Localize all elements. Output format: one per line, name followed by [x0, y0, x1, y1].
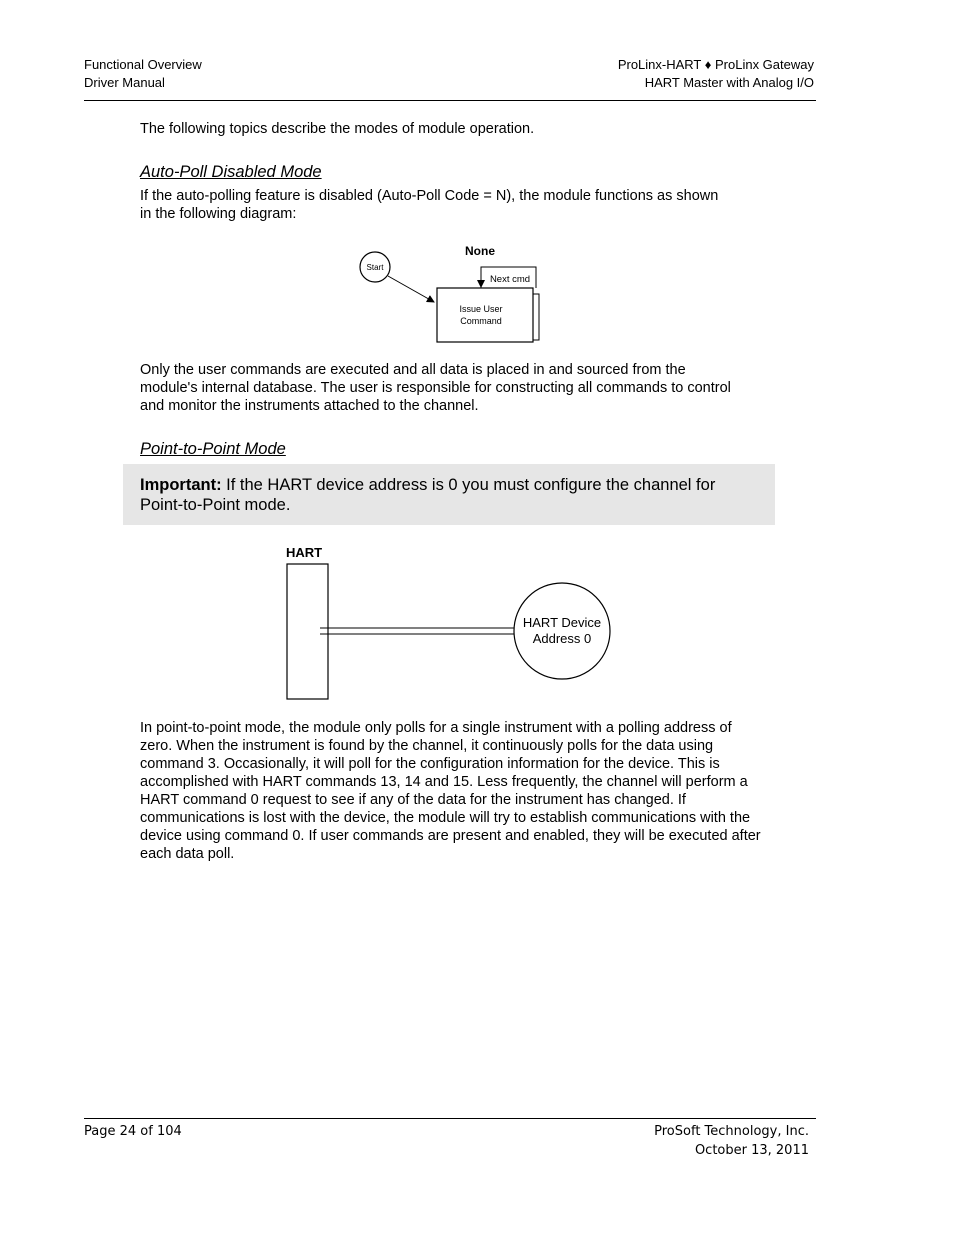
point-to-point-diagram: [280, 540, 620, 705]
important-note-box: [123, 464, 775, 525]
hart-device-label-line2: Address 0: [532, 631, 592, 646]
issue-command-box: [437, 288, 533, 342]
footer-right: [654, 1122, 809, 1160]
hart-master-label: HART: [286, 545, 323, 560]
header-product-subtitle: HART Master with Analog I/O: [644, 75, 814, 90]
header-section-title: Functional Overview: [84, 57, 202, 72]
point-to-point-paragraph: In point-to-point mode, the module only polls for a single instrument with a polling address of zero. When the instrument is found by the channel, it continuously polls for the data using command 3. Occasionally, it will poll for the configuration information for the device. This is accomplished with HART commands 13, 14 and 15. Less frequently, the channel will perform a HART command 0 request to see if any of the data for the instrument has changed. If communications is lost with the device, the module will try to establish communications with the device using command 0. If user commands are present and enabled, they will be executed after each data poll.: [140, 720, 761, 862]
issue-command-label-line2: Command: [460, 316, 502, 326]
hart-master-block: [287, 564, 328, 699]
issue-command-label-line1: Issue User: [459, 304, 503, 314]
footer-date: October 13, 2011: [694, 1143, 809, 1158]
next-cmd-arrowhead: [477, 280, 485, 288]
auto-poll-section-title: Auto-Poll Disabled Mode: [140, 163, 322, 181]
footer-company: ProSoft Technology, Inc.: [654, 1124, 809, 1139]
point-to-point-section-title: Point-to-Point Mode: [140, 440, 286, 458]
next-cmd-label: Next cmd: [489, 274, 531, 285]
start-node-label: Start: [366, 263, 384, 272]
footer-page-number: Page 24 of 104: [84, 1124, 182, 1139]
footer-divider: [84, 1118, 816, 1119]
auto-poll-lead-paragraph: If the auto-polling feature is disabled (Auto-Poll Code = N), the module functions as shown in the following diagram:: [140, 188, 719, 222]
auto-poll-paragraph: Only the user commands are executed and all data is placed in and sourced from the module's internal database. The user is responsible for constructing all commands to control and monitor the instruments attached to the channel.: [140, 362, 731, 414]
header-product-name: ProLinx-HART ♦ ProLinx Gateway: [617, 57, 814, 72]
header-left: [84, 56, 202, 92]
important-note-label: Important:: [140, 476, 222, 494]
auto-poll-diagram: [350, 238, 550, 348]
important-note: [140, 475, 760, 515]
header-divider: [84, 100, 816, 101]
diagram-none-title: None: [465, 244, 495, 258]
important-note-text: If the HART device address is 0 you must configure the channel for Point-to-Point mode.: [140, 476, 716, 514]
hart-device-label-line1: HART Device: [522, 615, 602, 630]
header-right: [618, 56, 814, 92]
start-arrow: [388, 276, 434, 302]
header-manual-name: Driver Manual: [84, 75, 165, 90]
intro-paragraph: The following topics describe the modes of module operation.: [140, 121, 535, 137]
